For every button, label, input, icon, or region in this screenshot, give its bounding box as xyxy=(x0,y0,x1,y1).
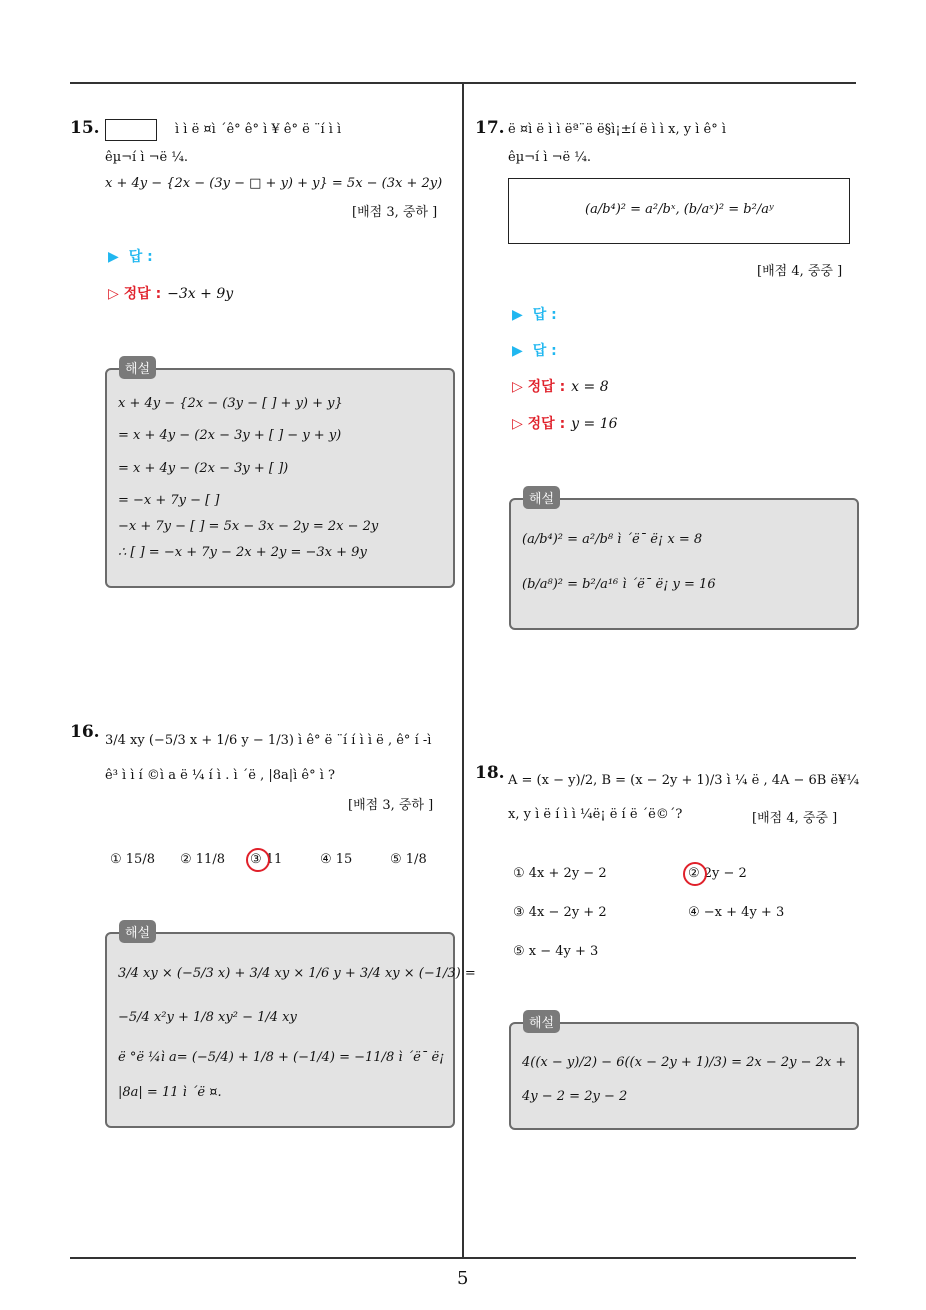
solution-tag: 해설 xyxy=(119,356,156,379)
solution-line: 3/4 xy × (−5/3 x) + 3/4 xy × 1/6 y + 3/4 xy × (−1/3) = xyxy=(118,966,476,981)
question-prompt: ì ì ë ¤ì ´ê° ê° ì ¥ ê° ë ¨í ì ì xyxy=(175,122,342,137)
question-prompt: A = (x − y)/2, B = (x − 2y + 1)/3 ì ¼ ë , 4A − 6B ë¥¼ xyxy=(508,773,860,788)
selected-choice-circle xyxy=(246,848,270,872)
page-number: 5 xyxy=(457,1268,469,1289)
solution-box xyxy=(509,498,859,630)
correct-value: −3x + 9y xyxy=(167,286,234,302)
solution-box xyxy=(509,1022,859,1130)
solution-line: = x + 4y − (2x − 3y + [ ]) xyxy=(118,461,289,476)
play-triangle-icon: ▶ xyxy=(108,249,119,265)
choice-3[interactable]: ③ 4x − 2y + 2 xyxy=(513,905,607,920)
solution-line: ë °ë ¼ì a= (−5/4) + 1/8 + (−1/4) = −11/8 ì ´ë¯ ë¡ xyxy=(118,1050,445,1065)
grade-label: [배점 3, 중하 ] xyxy=(352,205,438,220)
solution-line: 4((x − y)/2) − 6((x − 2y + 1)/3) = 2x − 2y − 2x + xyxy=(522,1055,847,1070)
solution-line: (b/a⁸)² = b²/a¹⁶ ì ´ë¯ ë¡ y = 16 xyxy=(522,577,716,592)
play-triangle-icon: ▶ xyxy=(512,307,523,323)
choice-4[interactable]: ④ −x + 4y + 3 xyxy=(688,905,785,920)
choice-5[interactable]: ⑤ 1/8 xyxy=(390,852,427,867)
choice-4[interactable]: ④ 15 xyxy=(320,852,353,867)
grade-label: [배점 4, 중중 ] xyxy=(757,264,843,279)
solution-line: −x + 7y − [ ] = 5x − 3x − 2y = 2x − 2y xyxy=(118,519,379,534)
solution-line: 4y − 2 = 2y − 2 xyxy=(522,1089,628,1104)
selected-choice-circle xyxy=(683,862,707,886)
answer-line xyxy=(512,340,557,360)
solution-tag: 해설 xyxy=(523,486,560,509)
question-prompt-cont: êµ¬í ì ¬ë ¼. xyxy=(508,150,592,165)
choice-2[interactable]: ② 11/8 xyxy=(180,852,225,867)
solution-line: = −x + 7y − [ ] xyxy=(118,493,220,508)
question-number: 16. xyxy=(70,722,100,742)
question-equation: x + 4y − {2x − (3y − □ + y) + y} = 5x − (3x + 2y) xyxy=(105,176,443,191)
question-prompt-cont: êµ¬í ì ¬ë ¼. xyxy=(105,150,189,165)
solution-line: −5/4 x²y + 1/8 xy² − 1/4 xy xyxy=(118,1010,297,1025)
question-prompt-cont: x, y ì ë í ì ì ¼ë¡ ë í ë ´ë©´? xyxy=(508,807,683,822)
choice-3[interactable]: ③ 11 xyxy=(250,852,283,867)
correct-answer-line xyxy=(512,413,618,433)
choice-1[interactable]: ① 15/8 xyxy=(110,852,155,867)
solution-line: = x + 4y − (2x − 3y + [ ] − y + y) xyxy=(118,428,342,443)
solution-line: x + 4y − {2x − (3y − [ ] + y) + y} xyxy=(118,396,343,411)
question-prompt: ë ¤ì ë ì ì ëª¨ë ë§ì¡±í ë ì ì x, y ì ê° ì xyxy=(508,122,726,137)
solution-line: |8a| = 11 ì ´ë ¤. xyxy=(118,1085,222,1100)
choice-1[interactable]: ① 4x + 2y − 2 xyxy=(513,866,607,881)
correct-label: 정답 : xyxy=(123,286,162,302)
correct-answer-line xyxy=(512,376,609,396)
outline-triangle-icon: ▷ xyxy=(108,286,124,302)
answer-label: 답 : xyxy=(532,307,557,323)
correct-answer-line xyxy=(108,283,233,303)
correct-value: y = 16 xyxy=(571,416,618,432)
answer-label: 답 : xyxy=(128,249,153,265)
correct-label: 정답 : xyxy=(527,379,566,395)
answer-label: 답 : xyxy=(532,343,557,359)
question-prompt-cont: ê³ ì ì í ©ì a ë ¼ í ì . ì ´ë , |8a|ì ê° ì ? xyxy=(105,768,336,783)
solution-tag: 해설 xyxy=(523,1010,560,1033)
bottom-rule xyxy=(70,1257,856,1259)
choice-5[interactable]: ⑤ x − 4y + 3 xyxy=(513,944,599,959)
answer-line xyxy=(108,246,153,266)
question-prompt: 3/4 xy (−5/3 x + 1/6 y − 1/3) ì ê° ë ¨í í ì ì ë , ê° í -ì xyxy=(105,733,432,748)
solution-tag: 해설 xyxy=(119,920,156,943)
column-divider xyxy=(462,84,464,1258)
play-triangle-icon: ▶ xyxy=(512,343,523,359)
question-number: 17. xyxy=(475,118,505,138)
correct-value: x = 8 xyxy=(571,379,609,395)
answer-blank-box xyxy=(105,119,157,141)
question-number: 18. xyxy=(475,763,505,783)
solution-line: ∴ [ ] = −x + 7y − 2x + 2y = −3x + 9y xyxy=(118,545,367,560)
condition-formula: (a/b⁴)² = a²/bˣ, (b/aˣ)² = b²/aʸ xyxy=(585,202,774,217)
answer-line xyxy=(512,304,557,324)
question-number: 15. xyxy=(70,118,100,138)
choice-2[interactable]: ② 2y − 2 xyxy=(688,866,747,881)
solution-line: (a/b⁴)² = a²/b⁸ ì ´ë¯ ë¡ x = 8 xyxy=(522,532,703,547)
grade-label: [배점 3, 중하 ] xyxy=(348,798,434,813)
correct-label: 정답 : xyxy=(527,416,566,432)
grade-label: [배점 4, 중중 ] xyxy=(752,811,838,826)
outline-triangle-icon: ▷ xyxy=(512,379,528,395)
outline-triangle-icon: ▷ xyxy=(512,416,528,432)
